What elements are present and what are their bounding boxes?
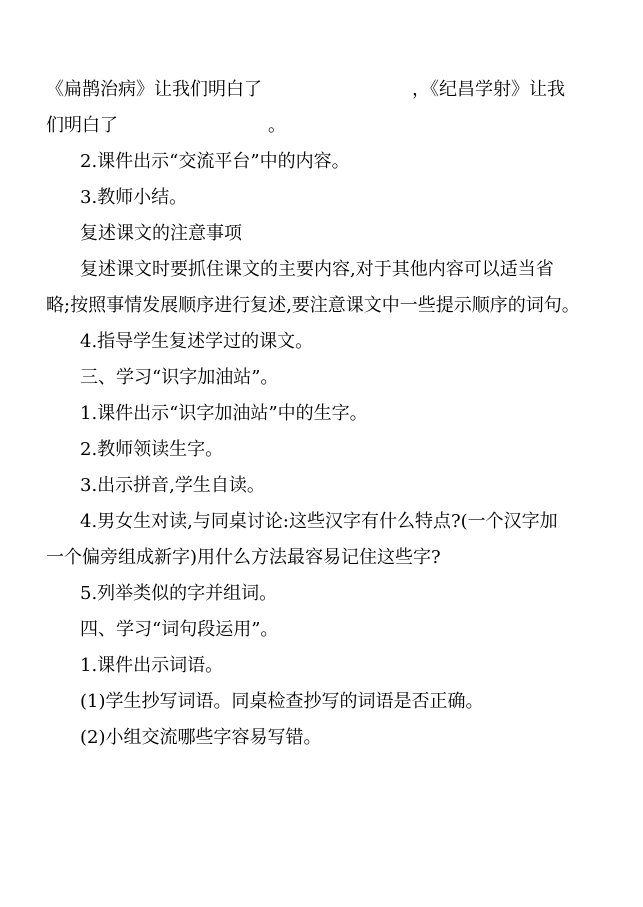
list-item: 5.列举类似的字并组词。 bbox=[80, 583, 278, 604]
text-segment: ，《纪昌学射》让我 bbox=[412, 79, 565, 100]
section-heading: 复述课文的注意事项 bbox=[80, 223, 242, 244]
list-item: 4.指导学生复述学过的课文。 bbox=[80, 331, 314, 352]
list-item: 3.教师小结。 bbox=[80, 187, 188, 208]
text-segment: 们明白了 bbox=[46, 115, 118, 136]
section-heading: 四、学习“词句段运用”。 bbox=[80, 619, 279, 640]
list-item: 2.课件出示“交流平台”中的内容。 bbox=[80, 151, 350, 172]
paragraph-line: 一个偏旁组成新字)用什么方法最容易记住这些字? bbox=[46, 547, 441, 568]
list-item: 1.课件出示“识字加油站”中的生字。 bbox=[80, 403, 368, 424]
text-segment: 《扁鹊治病》让我们明白了 bbox=[46, 79, 262, 100]
list-item: 1.课件出示词语。 bbox=[80, 655, 224, 676]
list-item: 4.男女生对读,与同桌讨论:这些汉字有什么特点?(一个汉字加 bbox=[80, 511, 558, 532]
list-item: 3.出示拼音,学生自读。 bbox=[80, 475, 265, 496]
paragraph-line-1 bbox=[46, 78, 602, 102]
list-item: 2.教师领读生字。 bbox=[80, 439, 224, 460]
list-item: (2)小组交流哪些字容易写错。 bbox=[80, 727, 322, 748]
paragraph-line-2 bbox=[46, 114, 602, 138]
text-segment: 。 bbox=[268, 115, 286, 136]
section-heading: 三、学习“识字加油站”。 bbox=[80, 367, 279, 388]
list-item: (1)学生抄写词语。同桌检查抄写的词语是否正确。 bbox=[80, 691, 484, 712]
paragraph-line: 复述课文时要抓住课文的主要内容,对于其他内容可以适当省 bbox=[80, 259, 554, 280]
paragraph-line: 略;按照事情发展顺序进行复述,要注意课文中一些提示顺序的词句。 bbox=[46, 295, 580, 316]
